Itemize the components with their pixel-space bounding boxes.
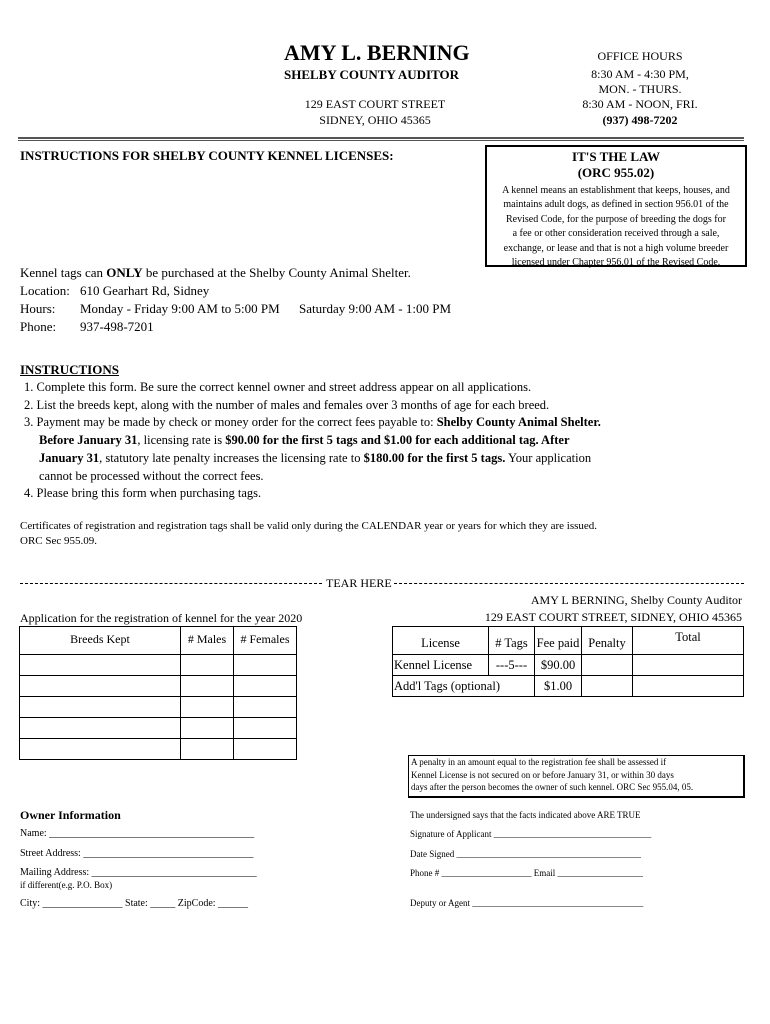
tags-cell: ---5--- xyxy=(489,655,535,676)
tags-header: # Tags xyxy=(489,627,535,655)
owner-name-field[interactable]: Name: _________________________________________ xyxy=(20,828,255,839)
females-header: # Females xyxy=(234,627,297,655)
shelter-hours-saturday: Saturday 9:00 AM - 1:00 PM xyxy=(299,301,452,316)
tear-line-right xyxy=(394,583,744,584)
owner-mailing-field[interactable]: Mailing Address: _________________________________ xyxy=(20,867,257,878)
instruction-item-2: 2. List the breeds kept, along with the number of males and females over 3 months of age for each breed. xyxy=(24,398,550,412)
auditor-name: AMY L. BERNING xyxy=(284,40,470,65)
table-row xyxy=(20,718,297,739)
males-cell[interactable] xyxy=(181,655,234,676)
header-divider xyxy=(18,137,744,141)
certificates-line2: ORC Sec 955.09. xyxy=(20,535,97,547)
instruction-item-3c: January 31, statutory late penalty increases the licensing rate to $180.00 for the first 5 tags. Your application xyxy=(39,451,592,465)
law-box-line: licensed under Chapter 956.01 of the Revised Code. xyxy=(511,257,721,269)
law-box-line: a fee or other consideration received through a sale, xyxy=(512,228,720,240)
fee-table xyxy=(392,626,744,697)
shelter-phone-label: Phone: xyxy=(20,319,57,334)
shelter-hours-label: Hours: xyxy=(20,301,56,316)
law-box-citation: (ORC 955.02) xyxy=(577,165,655,180)
instructions-heading: INSTRUCTIONS FOR SHELBY COUNTY KENNEL LICENSES: xyxy=(20,148,394,163)
shelter-phone: 937-498-7201 xyxy=(80,319,154,334)
signature-statement: The undersigned says that the facts indicated above ARE TRUE xyxy=(410,810,641,820)
females-cell[interactable] xyxy=(234,739,297,760)
remit-line1: AMY L BERNING, Shelby County Auditor xyxy=(530,593,742,607)
law-box-line: exchange, or lease and that is not a high volume breeder xyxy=(503,242,729,254)
phone-email-field[interactable]: Phone # ____________________ Email ___________________ xyxy=(410,868,643,878)
law-box-line: A kennel means an establishment that keeps, houses, and xyxy=(502,185,730,196)
males-cell[interactable] xyxy=(181,697,234,718)
fee-cell: $1.00 xyxy=(535,676,582,697)
license-cell: Kennel License xyxy=(393,655,489,676)
table-row xyxy=(20,676,297,697)
instructions-title: INSTRUCTIONS xyxy=(20,362,119,377)
owner-mailing-note: if different(e.g. P.O. Box) xyxy=(20,880,113,890)
license-cell: Add'l Tags (optional) xyxy=(393,676,535,697)
tear-here-label: TEAR HERE xyxy=(326,576,392,590)
instruction-item-3a: 3. Payment may be made by check or money order for the correct fees payable to: Shelby County Animal Shelter. xyxy=(24,415,601,429)
males-header: # Males xyxy=(181,627,234,655)
penalty-cell[interactable] xyxy=(582,676,633,697)
applicant-signature-field[interactable]: Signature of Applicant ___________________________________ xyxy=(410,829,652,839)
deputy-agent-field[interactable]: Deputy or Agent ______________________________________ xyxy=(410,898,644,908)
total-header: Total xyxy=(633,627,744,655)
males-cell[interactable] xyxy=(181,718,234,739)
table-row xyxy=(393,655,744,676)
breed-cell[interactable] xyxy=(20,655,181,676)
office-hours-label: OFFICE HOURS xyxy=(597,49,683,63)
owner-city-field[interactable]: City: ________________ State: _____ ZipCode: ______ xyxy=(20,898,249,909)
table-row xyxy=(20,697,297,718)
males-cell[interactable] xyxy=(181,739,234,760)
date-signed-field[interactable]: Date Signed _________________________________________ xyxy=(410,849,641,859)
remit-line2: 129 EAST COURT STREET, SIDNEY, OHIO 45365 xyxy=(484,610,742,624)
office-hours-line1: 8:30 AM - 4:30 PM, xyxy=(591,67,689,81)
law-box-title: IT'S THE LAW xyxy=(572,149,660,164)
office-hours-line2: MON. - THURS. xyxy=(598,82,682,96)
instruction-item-3d: cannot be processed without the correct fees. xyxy=(39,469,264,483)
auditor-title: SHELBY COUNTY AUDITOR xyxy=(284,67,460,82)
shelter-location: 610 Gearhart Rd, Sidney xyxy=(80,283,210,298)
penalty-note-line: A penalty in an amount equal to the registration fee shall be assessed if xyxy=(411,757,667,767)
breed-cell[interactable] xyxy=(20,697,181,718)
females-cell[interactable] xyxy=(234,697,297,718)
shelter-hours-weekday: Monday - Friday 9:00 AM to 5:00 PM xyxy=(80,301,280,316)
penalty-note-line: Kennel License is not secured on or before January 31, or within 30 days xyxy=(411,769,674,780)
table-row xyxy=(20,739,297,760)
penalty-cell[interactable] xyxy=(582,655,633,676)
penalty-note-line: days after the person becomes the owner of such kennel. ORC Sec 955.04, 05. xyxy=(411,782,694,792)
license-header: License xyxy=(393,627,489,655)
office-phone: (937) 498-7202 xyxy=(602,113,678,127)
law-box-line: maintains adult dogs, as defined in section 956.01 of the xyxy=(503,199,729,211)
law-box xyxy=(485,145,747,267)
males-cell[interactable] xyxy=(181,676,234,697)
owner-street-field[interactable]: Street Address: __________________________________ xyxy=(20,848,254,859)
instruction-item-4: 4. Please bring this form when purchasing tags. xyxy=(24,486,262,500)
instruction-item-3b: Before January 31, licensing rate is $90.00 for the first 5 tags and $1.00 for each additional tag. After xyxy=(39,433,570,447)
penalty-note-box xyxy=(408,755,745,798)
shelter-intro: Kennel tags can ONLY be purchased at the Shelby County Animal Shelter. xyxy=(20,265,411,280)
breeds-table xyxy=(19,626,297,760)
office-street: 129 EAST COURT STREET xyxy=(304,97,446,111)
application-year: Application for the registration of kennel for the year 2020 xyxy=(20,611,303,625)
table-row xyxy=(393,676,744,697)
office-hours-line3: 8:30 AM - NOON, FRI. xyxy=(582,97,698,111)
females-cell[interactable] xyxy=(234,655,297,676)
breed-cell[interactable] xyxy=(20,718,181,739)
office-city: SIDNEY, OHIO 45365 xyxy=(319,113,431,127)
certificates-line1: Certificates of registration and registration tags shall be valid only during the CALENDAR year or years for which they are issued. xyxy=(20,520,598,532)
total-cell[interactable] xyxy=(633,655,744,676)
fee-paid-header: Fee paid xyxy=(535,627,582,655)
females-cell[interactable] xyxy=(234,718,297,739)
table-row xyxy=(20,655,297,676)
owner-heading: Owner Information xyxy=(20,808,121,822)
instruction-item-1: 1. Complete this form. Be sure the correct kennel owner and street address appear on all applications. xyxy=(24,380,532,394)
shelter-location-label: Location: xyxy=(20,283,70,298)
fee-cell: $90.00 xyxy=(535,655,582,676)
penalty-header: Penalty xyxy=(582,627,633,655)
tear-line-left xyxy=(20,583,322,584)
law-box-line: Revised Code, for the purpose of breeding the dogs for xyxy=(506,213,726,225)
total-cell[interactable] xyxy=(633,676,744,697)
breed-cell[interactable] xyxy=(20,739,181,760)
breeds-header: Breeds Kept xyxy=(20,627,181,655)
breed-cell[interactable] xyxy=(20,676,181,697)
females-cell[interactable] xyxy=(234,676,297,697)
